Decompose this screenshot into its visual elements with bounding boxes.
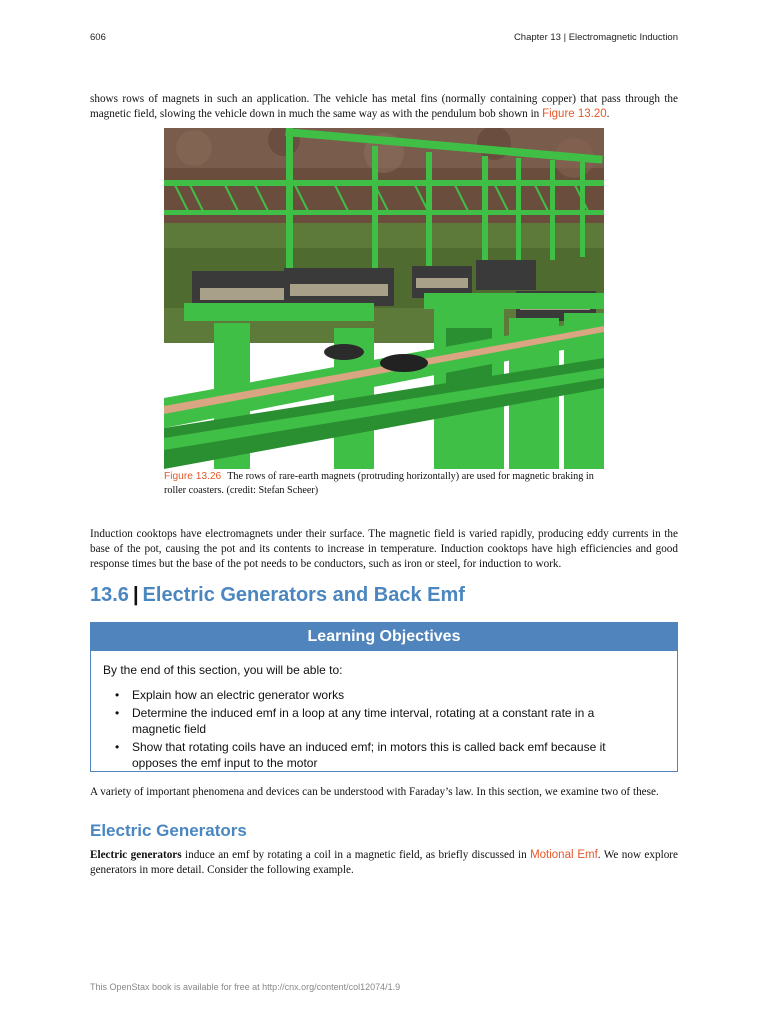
chapter-title: Chapter 13 | Electromagnetic Induction [513,32,678,43]
roller-coaster-magnets-photo [164,128,604,469]
learning-objectives-box [90,622,678,772]
figure-caption [164,470,604,498]
induction-paragraph: Induction cooktops have electromagnets under their surface. The magnetic field is varied rapidly, producing eddy currents in the base of the pot, causing the pot and its contents to increase in temperature. Induction cooktops have high efficiencies and good response times but the base of the pot needs to be conductors, such as iron or steel, for induction to work. [90,528,678,570]
motional-emf-link[interactable]: Motional Emf [530,849,598,861]
bullet-icon: • [115,706,120,720]
page-header [90,32,678,46]
list-item [115,739,615,771]
page-number: 606 [90,32,106,43]
bullet-icon: • [115,740,120,754]
page-footer: This OpenStax book is available for free at http://cnx.org/content/col12074/1.9 [90,982,401,992]
list-item [115,705,615,737]
learning-objectives-heading: Learning Objectives [91,623,677,651]
section-separator: | [132,584,139,606]
objective-text: Explain how an electric generator works [132,688,345,702]
intro-paragraph [90,92,678,122]
figure-13-20-link[interactable]: Figure 13.20 [542,108,607,120]
figure-caption-text: The rows of rare-earth magnets (protruding horizontally) are used for magnetic braking in roller coasters. (credit: Stefan Scheer) [164,471,594,496]
objective-text: Show that rotating coils have an induced emf; in motors this is called back emf because it opposes the emf input to the motor [132,740,606,770]
learning-objectives-intro: By the end of this section, you will be able to: [103,663,343,677]
intro-end: . [606,108,610,120]
objective-text: Determine the induced emf in a loop at any time interval, rotating at a constant rate in a magnetic field [132,706,595,736]
section-heading [90,584,465,607]
learning-objectives-list [115,687,615,773]
list-item [115,687,615,703]
subsection-heading: Electric Generators [90,821,247,840]
generators-end: . We now explore generators in more detail. Consider the following example. [90,849,678,876]
intro-text: shows rows of magnets in such an application. The vehicle has metal fins (normally containing copper) that pass through the magnetic field, slowing the vehicle down in much the same way as with the pendulum bob shown in [90,93,678,120]
generators-paragraph [90,848,678,878]
section-number: 13.6 [90,584,129,606]
faraday-paragraph: A variety of important phenomena and devices can be understood with Faraday’s law. In this section, we examine two of these. [90,786,659,798]
bullet-icon: • [115,688,120,702]
section-title: Electric Generators and Back Emf [142,584,465,606]
generators-text: induce an emf by rotating a coil in a magnetic field, as briefly discussed in [181,849,531,861]
figure-label: Figure 13.26 [164,471,222,482]
generators-term: Electric generators [90,849,182,861]
